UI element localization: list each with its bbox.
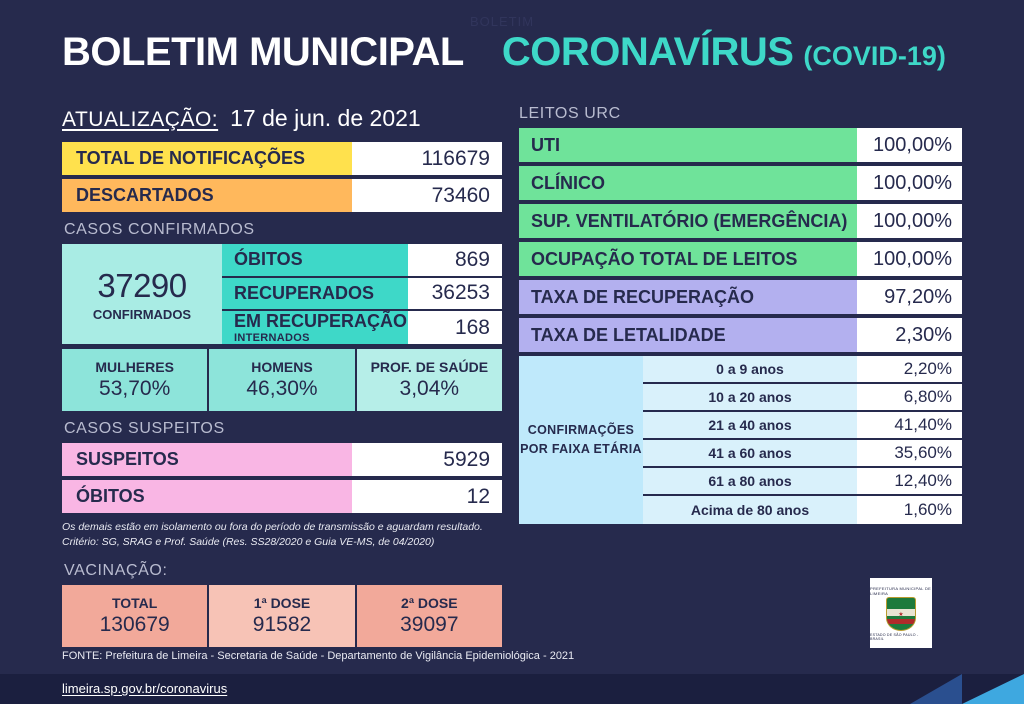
row-total-notificacoes — [62, 142, 502, 175]
descartados-label: DESCARTADOS — [62, 179, 352, 212]
row-descartados — [62, 179, 502, 212]
age-value-61-80: 12,40% — [857, 468, 962, 494]
clinico-value: 100,00% — [857, 166, 962, 200]
taxa-recuperacao-value: 97,20% — [857, 280, 962, 314]
leitos-urc-label: LEITOS URC — [519, 105, 621, 122]
demo-prof-saude — [357, 349, 502, 411]
age-distribution-block — [519, 356, 962, 524]
vac-dose1 — [209, 585, 354, 647]
age-value-41-60: 35,60% — [857, 440, 962, 466]
footnote-line1: Os demais estão em isolamento ou fora do período de transmissão e aguardam resultado. — [62, 521, 483, 533]
suspeitos-value: 5929 — [352, 443, 502, 476]
star-icon: ★ — [898, 611, 904, 618]
vac-total-value: 130679 — [99, 613, 170, 637]
em-recuperacao-sub: INTERNADOS — [234, 332, 310, 344]
confirmed-breakdown — [222, 244, 502, 344]
sup-ventilatorio-label: SUP. VENTILATÓRIO (EMERGÊNCIA) — [519, 204, 857, 238]
confirmed-number: 37290 — [97, 266, 187, 304]
em-recuperacao-label: EM RECUPERAÇÃO — [234, 311, 408, 331]
demo-mulheres — [62, 349, 207, 411]
age-value-80-plus: 1,60% — [857, 496, 962, 524]
age-label-80-plus: Acima de 80 anos — [643, 496, 857, 524]
vac-dose2-label: 2ª DOSE — [401, 595, 458, 612]
emblem-top-text: PREFEITURA MUNICIPAL DE LIMEIRA — [870, 585, 932, 596]
age-label-21-40: 21 a 40 anos — [643, 412, 857, 438]
age-value-21-40: 41,40% — [857, 412, 962, 438]
footer-triangle-light — [962, 674, 1024, 704]
em-recuperacao-cell — [222, 311, 408, 344]
demo-prof-saude-value: 3,04% — [399, 377, 460, 400]
demo-homens-value: 46,30% — [246, 377, 318, 400]
row-clinico — [519, 166, 962, 200]
ghost-watermark-text: BOLETIM — [470, 14, 535, 29]
demo-homens — [209, 349, 354, 411]
age-row — [643, 412, 962, 440]
age-value-10-20: 6,80% — [857, 384, 962, 410]
age-row — [643, 468, 962, 496]
vacinacao-label: VACINAÇÃO: — [64, 562, 168, 580]
confirmed-block — [62, 244, 502, 344]
vaccination-row — [62, 585, 502, 647]
footnote-line2: Critério: SG, SRAG e Prof. Saúde (Res. SS28/2020 e Guia VE-MS, de 04/2020) — [62, 536, 435, 549]
casos-suspeitos-label: CASOS SUSPEITOS — [64, 420, 225, 437]
sup-ventilatorio-value: 100,00% — [857, 204, 962, 238]
total-notificacoes-label: TOTAL DE NOTIFICAÇÕES — [62, 142, 352, 175]
total-notificacoes-value: 116679 — [352, 142, 502, 175]
age-distribution-label: CONFIRMAÇÕES POR FAIXA ETÁRIA — [519, 356, 643, 524]
ocupacao-total-label: OCUPAÇÃO TOTAL DE LEITOS — [519, 242, 857, 276]
update-label: ATUALIZAÇÃO: — [62, 108, 219, 131]
emblem-bottom-text: ESTADO DE SÃO PAULO - BRASIL — [870, 632, 919, 641]
vac-dose1-value: 91582 — [252, 613, 312, 637]
footer-triangle-dark — [910, 674, 962, 704]
demographics-row — [62, 349, 502, 411]
descartados-value: 73460 — [352, 179, 502, 212]
top-edge — [0, 0, 1024, 6]
title-coronavirus: CORONAVÍRUS — [501, 30, 794, 74]
row-em-recuperacao — [222, 311, 502, 344]
demo-mulheres-value: 53,70% — [99, 377, 171, 400]
shield-red-band — [887, 619, 915, 624]
vac-total-label: TOTAL — [111, 595, 158, 612]
demo-homens-label: HOMENS — [251, 359, 313, 375]
age-row — [643, 440, 962, 468]
confirmed-total — [62, 244, 222, 344]
suspeitos-obitos-label: ÓBITOS — [62, 480, 352, 513]
right-column — [519, 105, 962, 524]
footnote — [62, 520, 502, 550]
shield-icon — [886, 597, 916, 631]
website-link[interactable]: limeira.sp.gov.br/coronavirus — [62, 681, 228, 696]
vac-dose2 — [357, 585, 502, 647]
row-taxa-recuperacao — [519, 280, 962, 314]
taxa-letalidade-value: 2,30% — [857, 318, 962, 352]
vac-total — [62, 585, 207, 647]
uti-label: UTI — [519, 128, 857, 162]
recuperados-value: 36253 — [408, 278, 502, 310]
age-row — [643, 356, 962, 384]
row-obitos — [222, 244, 502, 278]
age-label-61-80: 61 a 80 anos — [643, 468, 857, 494]
casos-confirmados-label: CASOS CONFIRMADOS — [64, 221, 255, 238]
suspeitos-label: SUSPEITOS — [62, 443, 352, 476]
city-coat-of-arms-icon — [870, 578, 932, 648]
taxa-letalidade-label: TAXA DE LETALIDADE — [519, 318, 857, 352]
row-suspeitos-obitos — [62, 480, 502, 513]
update-value: 17 de jun. de 2021 — [230, 105, 421, 131]
obitos-value: 869 — [408, 244, 502, 276]
page-title: BOLETIM MUNICIPAL — [62, 30, 464, 74]
age-label-0-9: 0 a 9 anos — [643, 356, 857, 382]
suspeitos-obitos-value: 12 — [352, 480, 502, 513]
left-column — [62, 105, 502, 647]
age-label-10-20: 10 a 20 anos — [643, 384, 857, 410]
em-recuperacao-value: 168 — [408, 311, 502, 344]
row-sup-ventilatorio — [519, 204, 962, 238]
confirmed-caption: CONFIRMADOS — [92, 306, 192, 322]
row-suspeitos — [62, 443, 502, 476]
row-ocupacao-total — [519, 242, 962, 276]
uti-value: 100,00% — [857, 128, 962, 162]
age-value-0-9: 2,20% — [857, 356, 962, 382]
age-distribution-rows — [643, 356, 962, 524]
update-date — [62, 105, 502, 132]
clinico-label: CLÍNICO — [519, 166, 857, 200]
row-uti — [519, 128, 962, 162]
demo-prof-saude-label: PROF. DE SAÚDE — [370, 359, 489, 375]
vac-dose2-value: 39097 — [400, 613, 459, 637]
demo-mulheres-label: MULHERES — [95, 359, 174, 375]
row-recuperados — [222, 278, 502, 312]
ocupacao-total-value: 100,00% — [857, 242, 962, 276]
taxa-recuperacao-label: TAXA DE RECUPERAÇÃO — [519, 280, 857, 314]
age-label-41-60: 41 a 60 anos — [643, 440, 857, 466]
source-note: FONTE: Prefeitura de Limeira - Secretaria de Saúde - Departamento de Vigilância Epidemiológica - 2021 — [62, 650, 575, 662]
vac-dose1-label: 1ª DOSE — [253, 595, 311, 612]
obitos-label: ÓBITOS — [222, 244, 408, 276]
age-row — [643, 496, 962, 524]
footer-bar — [0, 674, 1024, 704]
recuperados-label: RECUPERADOS — [222, 278, 408, 310]
header — [0, 30, 1024, 75]
age-row — [643, 384, 962, 412]
title-covid19: (COVID-19) — [803, 41, 946, 71]
row-taxa-letalidade — [519, 318, 962, 352]
